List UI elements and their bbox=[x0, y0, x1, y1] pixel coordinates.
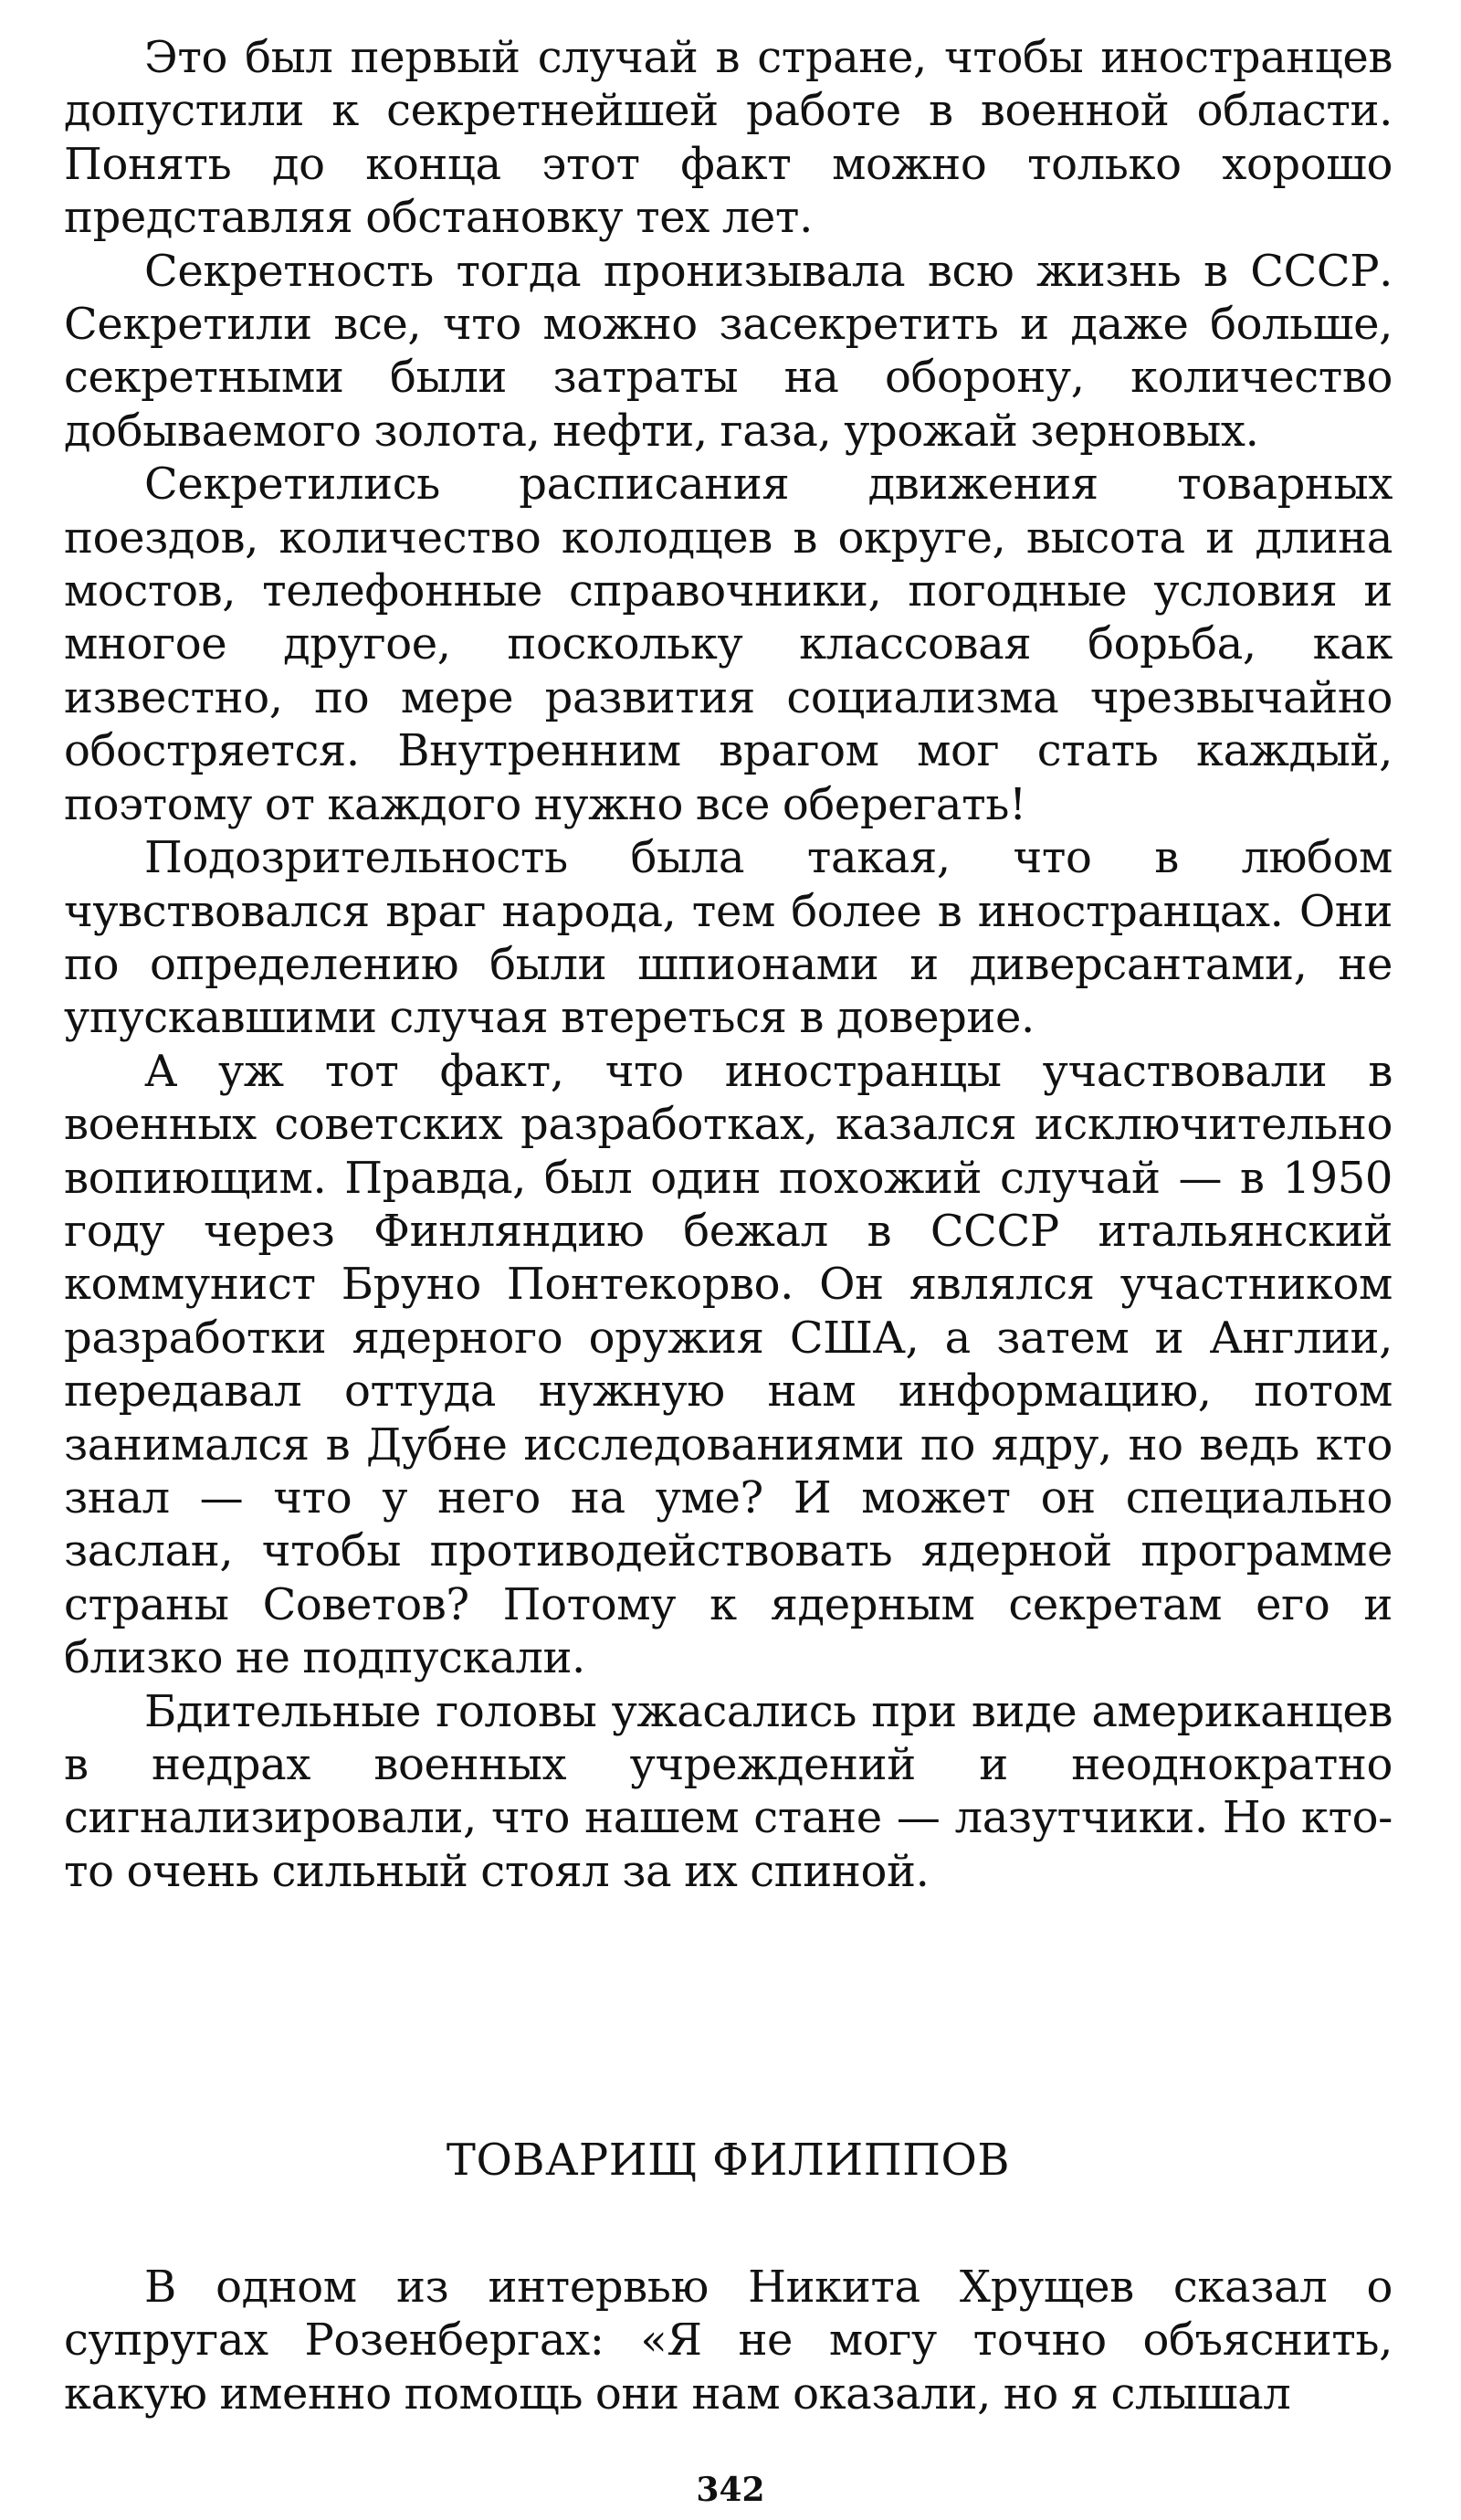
paragraph: Бдительные головы ужасались при виде американцев в недрах военных учреждений и неоднократно сигнализировали, что нашем стане — лазутчики. Но кто-то очень сильный стоял за их спиной. bbox=[64, 1685, 1393, 1897]
section-body-text bbox=[64, 2261, 1393, 2420]
paragraph: А уж тот факт, что иностранцы участвовали в военных советских разработках, казался исключительно вопиющим. Правда, был один похожий случай — в 1950 году через Финляндию бежал в СССР итальянский коммунист Бруно Понтекорво. Он являлся участником разработки ядерного оружия США, а затем и Англии, передавал оттуда нужную нам информацию, потом занимался в Дубне исследованиями по ядру, но ведь кто знал — что у него на уме? И может он специально заслан, чтобы противодействовать ядерной программе страны Советов? Потому к ядерным секретам его и близко не подпускали. bbox=[64, 1045, 1393, 1684]
paragraph: Секретились расписания движения товарных поездов, количество колодцев в округе, высота и длина мостов, телефонные справочники, погодные условия и многое другое, поскольку классовая борьба, как известно, по мере развития социализма чрезвычайно обостряется. Внутренним врагом мог стать каждый, поэтому от каждого нужно все оберегать! bbox=[64, 459, 1393, 830]
section-heading: ТОВАРИЩ ФИЛИППОВ bbox=[446, 2135, 1011, 2186]
page-number: 342 bbox=[696, 2471, 765, 2509]
paragraph: Подозрительность была такая, что в любом чувствовался враг народа, тем более в иностранцах. Они по определению были шпионами и диверсантами, не упускавшими случая втереться в доверие. bbox=[64, 832, 1393, 1044]
paragraph: Секретность тогда пронизывала всю жизнь в СССР. Секретили все, что можно засекретить и даже больше, секретными были затраты на оборону, количество добываемого золота, нефти, газа, урожай зерновых. bbox=[64, 245, 1393, 457]
body-text bbox=[64, 31, 1393, 1898]
paragraph: В одном из интервью Никита Хрущев сказал о супругах Розенбергах: «Я не могу точно объяснить, какую именно помощь они нам оказали, но я слышал bbox=[64, 2262, 1393, 2420]
paragraph: Это был первый случай в стране, чтобы иностранцев допустили к секретнейшей работе в военной области. Понять до конца этот факт можно только хорошо представляя обстановку тех лет. bbox=[64, 32, 1393, 244]
